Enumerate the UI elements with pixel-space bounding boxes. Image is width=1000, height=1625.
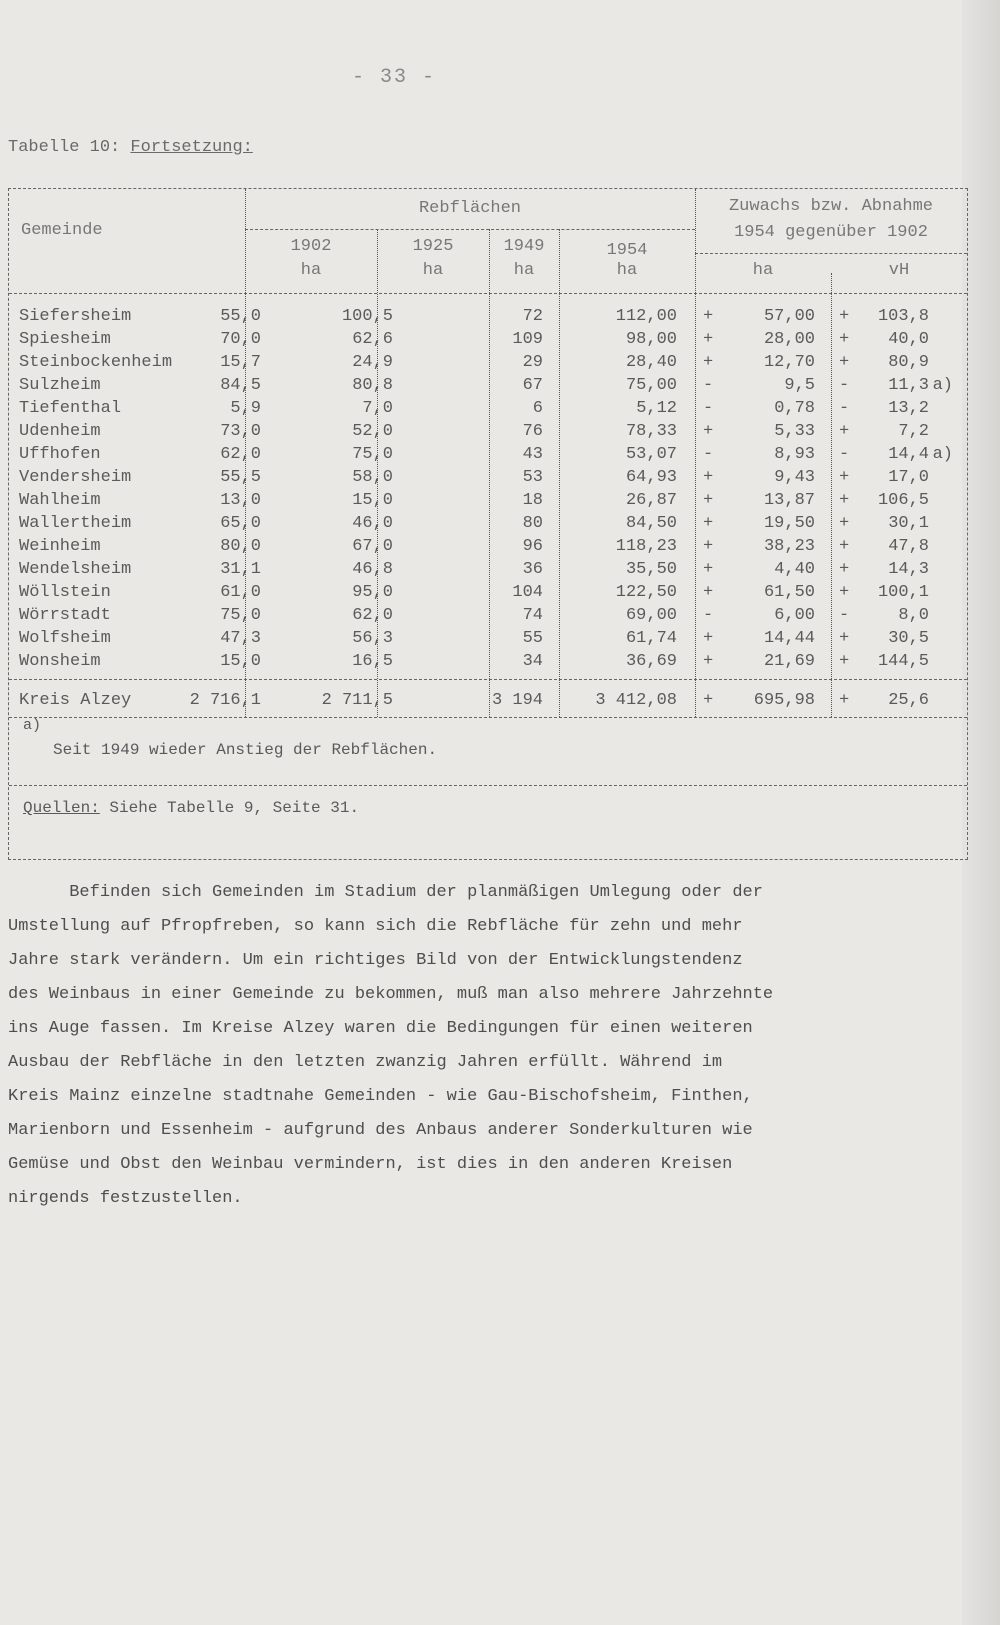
value-1902: 55,5 <box>220 468 261 487</box>
change-vh-sign: + <box>839 560 850 579</box>
header-unit-ha: ha <box>752 261 774 280</box>
change-vh: 106,5 <box>877 491 929 510</box>
value-1925: 100,5 <box>341 307 393 326</box>
caption-title: Fortsetzung: <box>130 138 253 157</box>
total-1902: 2 716,1 <box>189 691 261 710</box>
change-ha: 28,00 <box>763 330 815 349</box>
table-row <box>9 491 967 515</box>
gemeinde-name: Weinheim <box>19 537 101 556</box>
change-ha: 6,00 <box>774 606 815 625</box>
change-ha-sign: + <box>703 330 714 349</box>
change-ha: 9,5 <box>784 376 815 395</box>
sources-text: Siehe Tabelle 9, Seite 31. <box>99 799 360 817</box>
footnote-marker: a) <box>932 376 953 395</box>
change-ha-sign: - <box>703 606 714 625</box>
change-vh: 14,3 <box>888 560 929 579</box>
change-ha-sign: + <box>703 652 714 671</box>
change-vh: 144,5 <box>877 652 929 671</box>
change-vh: 80,9 <box>888 353 929 372</box>
table-row <box>9 606 967 630</box>
change-vh-sign: + <box>839 307 850 326</box>
total-change-ha-sign: + <box>703 691 714 710</box>
footnote-marker: a) <box>932 445 953 464</box>
value-1949: 34 <box>522 652 543 671</box>
value-1949: 43 <box>522 445 543 464</box>
table-total-row <box>9 691 967 715</box>
value-1954: 84,50 <box>625 514 677 533</box>
total-name: Kreis Alzey <box>19 691 132 710</box>
value-1902: 61,0 <box>220 583 261 602</box>
body-paragraph <box>8 876 968 1216</box>
change-ha: 21,69 <box>763 652 815 671</box>
value-1902: 15,0 <box>220 652 261 671</box>
value-1954: 36,69 <box>625 652 677 671</box>
value-1925: 62,6 <box>352 330 393 349</box>
gemeinde-name: Steinbockenheim <box>19 353 173 372</box>
change-vh: 30,5 <box>888 629 929 648</box>
sources-label: Quellen: <box>23 799 100 817</box>
header-year-1954: 1954 <box>606 241 648 260</box>
change-vh-sign: + <box>839 652 850 671</box>
change-ha: 13,87 <box>763 491 815 510</box>
change-ha-sign: + <box>703 491 714 510</box>
table-row <box>9 422 967 446</box>
value-1925: 46,0 <box>352 514 393 533</box>
table-row <box>9 537 967 561</box>
change-vh-sign: + <box>839 422 850 441</box>
change-ha-sign: - <box>703 376 714 395</box>
change-vh-sign: + <box>839 353 850 372</box>
header-unit-ha: ha <box>616 261 638 280</box>
value-1902: 15,7 <box>220 353 261 372</box>
header-year-1949: 1949 <box>503 237 545 256</box>
value-1925: 52,0 <box>352 422 393 441</box>
change-ha-sign: + <box>703 514 714 533</box>
body-line: ins Auge fassen. Im Kreise Alzey waren die Bedingungen für einen weiteren <box>8 1019 753 1038</box>
change-vh: 47,8 <box>888 537 929 556</box>
header-year-1902: 1902 <box>290 237 332 256</box>
change-ha: 61,50 <box>763 583 815 602</box>
table-row <box>9 330 967 354</box>
value-1902: 65,0 <box>220 514 261 533</box>
table-row <box>9 560 967 584</box>
row-divider <box>245 229 695 230</box>
row-divider <box>9 679 967 680</box>
change-vh: 7,2 <box>898 422 929 441</box>
change-vh: 40,0 <box>888 330 929 349</box>
caption-prefix: Tabelle 10: <box>8 138 121 157</box>
value-1902: 73,0 <box>220 422 261 441</box>
gemeinde-name: Wörrstadt <box>19 606 111 625</box>
change-vh: 30,1 <box>888 514 929 533</box>
value-1949: 76 <box>522 422 543 441</box>
gemeinde-name: Sulzheim <box>19 376 101 395</box>
row-divider <box>9 293 967 294</box>
value-1925: 16,5 <box>352 652 393 671</box>
change-ha: 38,23 <box>763 537 815 556</box>
body-line: Befinden sich Gemeinden im Stadium der planmäßigen Umlegung oder der <box>8 883 763 902</box>
value-1954: 5,12 <box>636 399 677 418</box>
change-ha: 8,93 <box>774 445 815 464</box>
body-line: nirgends festzustellen. <box>8 1189 243 1208</box>
data-table <box>8 188 968 860</box>
value-1954: 122,50 <box>615 583 677 602</box>
footnote-text: Seit 1949 wieder Anstieg der Rebflächen. <box>53 741 438 759</box>
change-ha: 5,33 <box>774 422 815 441</box>
value-1949: 55 <box>522 629 543 648</box>
value-1949: 96 <box>522 537 543 556</box>
value-1925: 58,0 <box>352 468 393 487</box>
value-1954: 53,07 <box>625 445 677 464</box>
change-ha: 9,43 <box>774 468 815 487</box>
value-1925: 80,8 <box>352 376 393 395</box>
gemeinde-name: Uffhofen <box>19 445 101 464</box>
value-1925: 95,0 <box>352 583 393 602</box>
table-row <box>9 307 967 331</box>
header-unit-vh: vH <box>888 261 910 280</box>
value-1925: 7,0 <box>362 399 393 418</box>
body-line: des Weinbaus in einer Gemeinde zu bekommen, muß man also mehrere Jahrzehnte <box>8 985 774 1004</box>
gemeinde-name: Wahlheim <box>19 491 101 510</box>
value-1949: 104 <box>512 583 543 602</box>
change-ha-sign: + <box>703 422 714 441</box>
value-1949: 29 <box>522 353 543 372</box>
table-caption <box>8 138 253 157</box>
gemeinde-name: Wallertheim <box>19 514 132 533</box>
value-1902: 75,0 <box>220 606 261 625</box>
value-1902: 55,0 <box>220 307 261 326</box>
change-vh-sign: + <box>839 514 850 533</box>
change-vh-sign: - <box>839 445 850 464</box>
value-1949: 72 <box>522 307 543 326</box>
value-1954: 112,00 <box>615 307 677 326</box>
value-1949: 36 <box>522 560 543 579</box>
change-ha-sign: - <box>703 445 714 464</box>
body-line: Kreis Mainz einzelne stadtnahe Gemeinden - wie Gau-Bischofsheim, Finthen, <box>8 1087 753 1106</box>
value-1954: 75,00 <box>625 376 677 395</box>
total-change-ha: 695,98 <box>753 691 815 710</box>
header-rebflaechen: Rebflächen <box>418 199 522 218</box>
body-line: Marienborn und Essenheim - aufgrund des Anbaus anderer Sonderkulturen wie <box>8 1121 753 1140</box>
change-vh: 13,2 <box>888 399 929 418</box>
value-1902: 84,5 <box>220 376 261 395</box>
gemeinde-name: Wonsheim <box>19 652 101 671</box>
change-ha: 12,70 <box>763 353 815 372</box>
value-1954: 64,93 <box>625 468 677 487</box>
total-1949: 3 194 <box>491 691 543 710</box>
change-ha: 57,00 <box>763 307 815 326</box>
value-1949: 109 <box>512 330 543 349</box>
change-vh: 100,1 <box>877 583 929 602</box>
change-vh-sign: + <box>839 330 850 349</box>
value-1902: 5,9 <box>230 399 261 418</box>
gemeinde-name: Udenheim <box>19 422 101 441</box>
change-vh-sign: - <box>839 399 850 418</box>
value-1902: 80,0 <box>220 537 261 556</box>
body-line: Gemüse und Obst den Weinbau vermindern, ist dies in den anderen Kreisen <box>8 1155 733 1174</box>
value-1902: 31,1 <box>220 560 261 579</box>
table-row <box>9 514 967 538</box>
header-unit-ha: ha <box>422 261 444 280</box>
change-ha-sign: + <box>703 629 714 648</box>
header-change-line1: Zuwachs bzw. Abnahme <box>728 197 934 216</box>
table-row <box>9 652 967 676</box>
change-vh: 14,4 <box>888 445 929 464</box>
change-vh-sign: + <box>839 629 850 648</box>
table-row <box>9 376 967 400</box>
gemeinde-name: Tiefenthal <box>19 399 122 418</box>
value-1954: 35,50 <box>625 560 677 579</box>
value-1949: 74 <box>522 606 543 625</box>
value-1954: 61,74 <box>625 629 677 648</box>
total-change-vh: 25,6 <box>888 691 929 710</box>
change-ha: 14,44 <box>763 629 815 648</box>
value-1902: 13,0 <box>220 491 261 510</box>
value-1954: 26,87 <box>625 491 677 510</box>
value-1902: 47,3 <box>220 629 261 648</box>
value-1949: 6 <box>532 399 543 418</box>
value-1925: 75,0 <box>352 445 393 464</box>
change-ha-sign: - <box>703 399 714 418</box>
value-1954: 28,40 <box>625 353 677 372</box>
gemeinde-name: Wendelsheim <box>19 560 132 579</box>
change-vh-sign: - <box>839 376 850 395</box>
body-line: Jahre stark verändern. Um ein richtiges Bild von der Entwicklungstendenz <box>8 951 743 970</box>
value-1902: 70,0 <box>220 330 261 349</box>
value-1925: 56,3 <box>352 629 393 648</box>
change-ha: 19,50 <box>763 514 815 533</box>
change-vh-sign: + <box>839 468 850 487</box>
change-vh: 8,0 <box>898 606 929 625</box>
table-row <box>9 353 967 377</box>
value-1949: 53 <box>522 468 543 487</box>
value-1949: 67 <box>522 376 543 395</box>
table-row <box>9 583 967 607</box>
gemeinde-name: Wolfsheim <box>19 629 111 648</box>
table-row <box>9 629 967 653</box>
header-unit-ha: ha <box>300 261 322 280</box>
change-vh-sign: - <box>839 606 850 625</box>
row-divider <box>9 785 967 786</box>
gemeinde-name: Vendersheim <box>19 468 132 487</box>
gemeinde-name: Spiesheim <box>19 330 111 349</box>
sources-line <box>23 799 359 817</box>
value-1954: 69,00 <box>625 606 677 625</box>
value-1949: 18 <box>522 491 543 510</box>
gemeinde-name: Siefersheim <box>19 307 132 326</box>
header-year-1925: 1925 <box>412 237 454 256</box>
value-1925: 15,0 <box>352 491 393 510</box>
gemeinde-name: Wöllstein <box>19 583 111 602</box>
change-ha-sign: + <box>703 583 714 602</box>
value-1902: 62,0 <box>220 445 261 464</box>
table-row <box>9 468 967 492</box>
change-ha: 4,40 <box>774 560 815 579</box>
change-ha-sign: + <box>703 560 714 579</box>
header-change-line2: 1954 gegenüber 1902 <box>734 223 928 242</box>
change-vh: 103,8 <box>877 307 929 326</box>
value-1954: 118,23 <box>615 537 677 556</box>
change-vh-sign: + <box>839 537 850 556</box>
page-number: - 33 - <box>352 66 437 89</box>
body-line: Umstellung auf Pfropfreben, so kann sich die Rebfläche für zehn und mehr <box>8 917 743 936</box>
header-gemeinde: Gemeinde <box>21 221 103 240</box>
row-divider <box>9 717 967 718</box>
table-row <box>9 445 967 469</box>
value-1954: 98,00 <box>625 330 677 349</box>
change-vh: 17,0 <box>888 468 929 487</box>
value-1925: 67,0 <box>352 537 393 556</box>
change-ha: 0,78 <box>774 399 815 418</box>
value-1949: 80 <box>522 514 543 533</box>
header-unit-ha: ha <box>513 261 535 280</box>
change-vh: 11,3 <box>888 376 929 395</box>
change-ha-sign: + <box>703 353 714 372</box>
value-1954: 78,33 <box>625 422 677 441</box>
value-1925: 46,8 <box>352 560 393 579</box>
footnote-marker: a) <box>23 717 42 734</box>
change-vh-sign: + <box>839 491 850 510</box>
total-1954: 3 412,08 <box>595 691 677 710</box>
change-ha-sign: + <box>703 537 714 556</box>
table-row <box>9 399 967 423</box>
row-divider <box>695 253 967 254</box>
change-vh-sign: + <box>839 583 850 602</box>
change-ha-sign: + <box>703 468 714 487</box>
total-1925: 2 711,5 <box>321 691 393 710</box>
value-1925: 62,0 <box>352 606 393 625</box>
total-change-vh-sign: + <box>839 691 850 710</box>
change-ha-sign: + <box>703 307 714 326</box>
body-line: Ausbau der Rebfläche in den letzten zwanzig Jahren erfüllt. Während im <box>8 1053 723 1072</box>
value-1925: 24,9 <box>352 353 393 372</box>
